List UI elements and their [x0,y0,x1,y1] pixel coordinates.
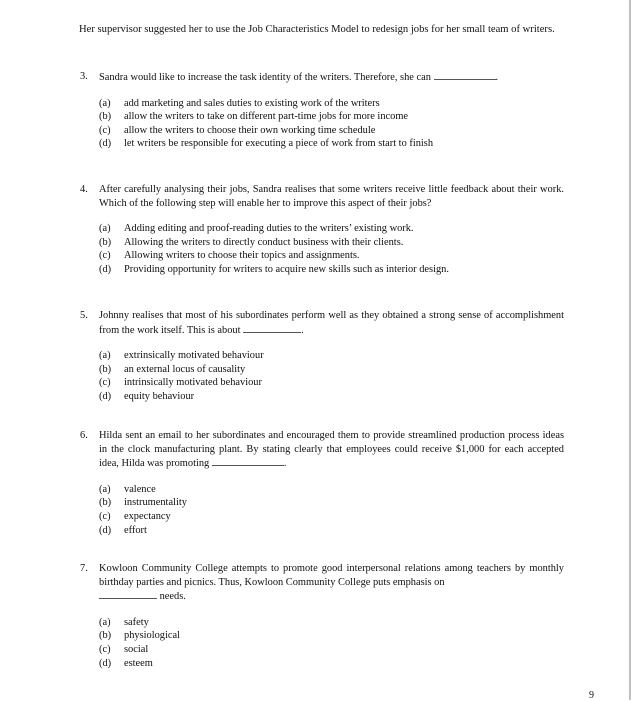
intro-paragraph: Her supervisor suggested her to use the Job Characteristics Model to redesign jobs for her small team of writers. [79,24,555,35]
answer-blank [243,323,301,333]
page-number: 9 [589,690,594,701]
question-6 [80,429,564,537]
option-b: (b) allow the writers to take on different part-time jobs for more income [99,111,409,123]
question-text: Johnny realises that most of his subordinates perform well as they obtained a strong sense of accomplishment from the work itself. This is about . [99,310,564,336]
option-a: (a) safety [99,616,149,628]
question-text: Sandra would like to increase the task identity of the writers. Therefore, she can . [99,72,499,83]
question-number: 4. [80,184,88,195]
option-a: (a) add marketing and sales duties to existing work of the writers [99,97,380,109]
question-5 [80,309,564,404]
option-d: (d) Providing opportunity for writers to acquire new skills such as interior design. [99,263,449,275]
option-b: (b) Allowing the writers to directly conduct business with their clients. [99,236,404,248]
answer-blank [434,70,496,80]
option-a: (a) valence [99,483,156,495]
question-number: 5. [80,310,88,321]
question-7 [80,562,564,670]
question-text: Hilda sent an email to her subordinates and encouraged them to provide streamlined production process ideas in the clock manufacturing plant. By stating clearly that employees could receive $1,000 for each accepted idea, Hilda was promoting . [99,430,564,470]
options-list [99,349,564,403]
option-c: (c) Allowing writers to choose their topics and assignments. [99,250,360,262]
question-text: Kowloon Community College attempts to promote good interpersonal relations among teachers by monthly birthday parties and picnics. Thus, Kowloon Community College puts emphasis on needs. [99,563,564,603]
option-c: (c) intrinsically motivated behaviour [99,377,262,389]
option-d: (d) let writers be responsible for executing a piece of work from start to finish [99,138,434,150]
question-number: 7. [80,563,88,574]
option-c: (c) expectancy [99,510,171,522]
option-d: (d) effort [99,524,147,536]
option-c: (c) allow the writers to choose their own working time schedule [99,124,376,136]
option-a: (a) extrinsically motivated behaviour [99,350,264,362]
option-b: (b) instrumentality [99,497,187,509]
option-d: (d) esteem [99,657,153,669]
question-text: After carefully analysing their jobs, Sandra realises that some writers receive little feedback about their work. Which of the following step will enable her to improve this aspect of their jobs? [99,184,564,209]
options-list [99,483,564,537]
question-number: 3. [80,71,88,82]
question-number: 6. [80,430,88,441]
question-3 [80,70,564,151]
option-c: (c) social [99,643,149,655]
answer-blank [99,589,157,599]
options-list [99,616,564,670]
answer-blank [212,456,284,466]
option-a: (a) Adding editing and proof-reading duties to the writers’ existing work. [99,223,414,235]
question-4 [80,183,564,277]
options-list [99,222,564,276]
option-d: (d) equity behaviour [99,390,195,402]
option-b: (b) physiological [99,630,180,642]
options-list [99,97,564,151]
option-b: (b) an external locus of causality [99,363,246,375]
